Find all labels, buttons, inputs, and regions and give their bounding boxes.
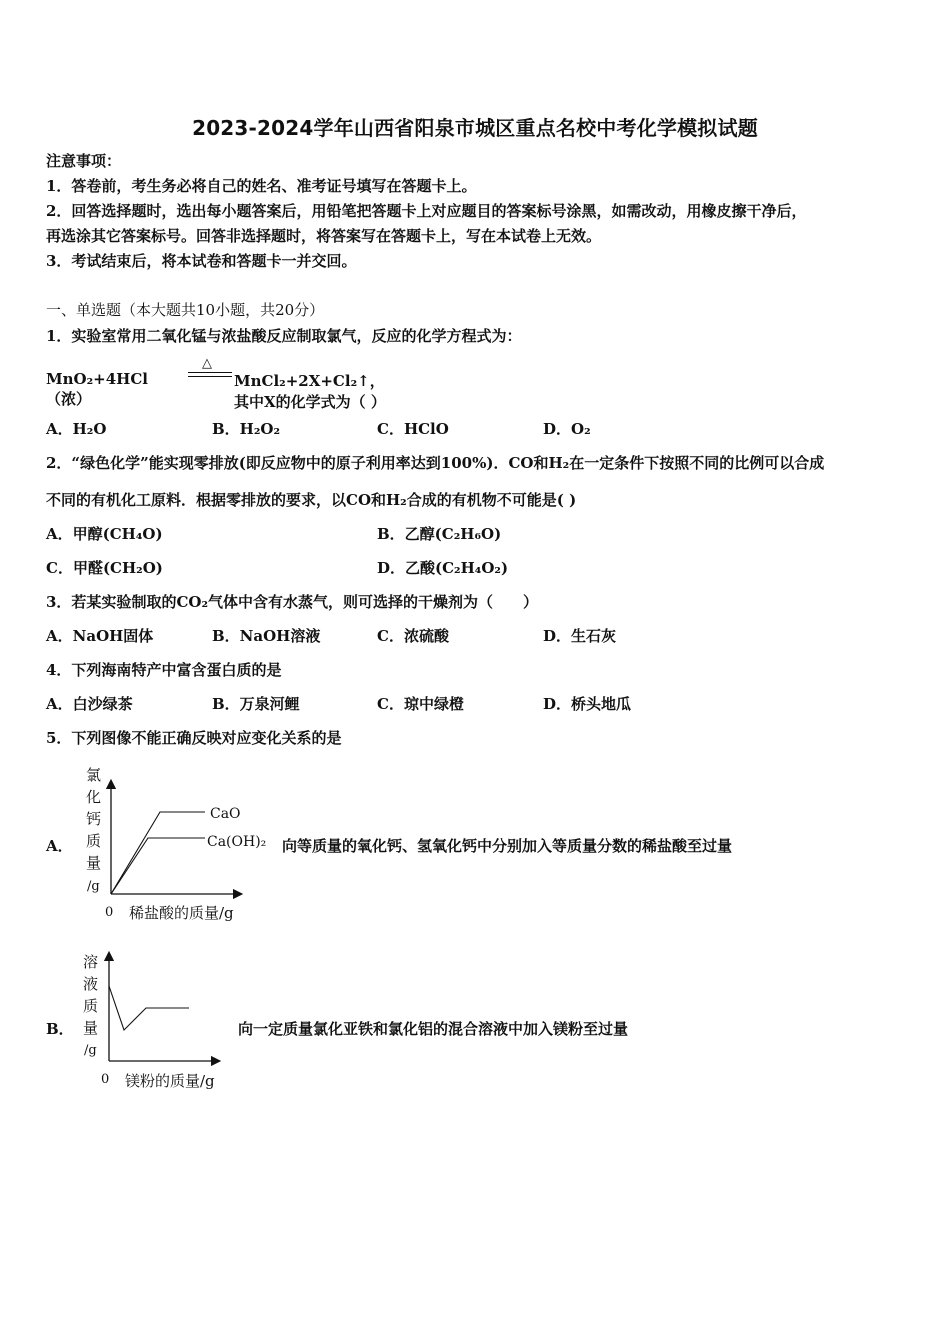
y-label-char: /g <box>87 879 100 894</box>
q1-option-d[interactable]: D．O₂ <box>543 420 591 438</box>
heat-condition: △ <box>202 356 212 371</box>
q2-option-c[interactable]: C．甲醛(CH₂O) <box>46 559 163 577</box>
y-label-char: 质 <box>86 832 102 850</box>
notice-item: 3．考试结束后，将本试卷和答题卡一并交回。 <box>46 252 357 270</box>
notice-heading: 注意事项： <box>46 152 122 170</box>
q3-option-c[interactable]: C．浓硫酸 <box>377 627 449 645</box>
y-label-char: /g <box>84 1043 97 1058</box>
q5-option-a-label[interactable]: A． <box>46 837 73 855</box>
equation-bar <box>188 372 232 373</box>
q5-option-b-label[interactable]: B． <box>46 1020 74 1038</box>
notice-item: 1．答卷前，考生务必将自己的姓名、准考证号填写在答题卡上。 <box>46 177 477 195</box>
graph-origin: 0 <box>105 905 114 920</box>
q4-option-a[interactable]: A．白沙绿茶 <box>46 695 133 713</box>
equation-right: MnCl₂+2X+Cl₂↑，其中X的化学式为（ ） <box>234 372 386 411</box>
q4-option-b[interactable]: B．万泉河鲤 <box>212 695 300 713</box>
y-label-char: 钙 <box>86 810 102 828</box>
y-label-char: 量 <box>86 854 102 872</box>
series-line-caoh2 <box>111 838 205 894</box>
question-5-stem: 5．下列图像不能正确反映对应变化关系的是 <box>46 729 342 747</box>
q3-option-d[interactable]: D．生石灰 <box>543 627 617 645</box>
question-1-stem: 1．实验室常用二氧化锰与浓盐酸反应制取氯气，反应的化学方程式为： <box>46 327 522 345</box>
graph-b-x-label: 镁粉的质量/g <box>125 1072 215 1090</box>
series-label-caoh2: Ca(OH)₂ <box>207 834 267 850</box>
q2-option-d[interactable]: D．乙酸(C₂H₄O₂) <box>377 559 509 577</box>
q4-option-c[interactable]: C．琼中绿橙 <box>377 695 464 713</box>
y-label-char: 液 <box>83 975 99 993</box>
q1-option-a[interactable]: A．H₂O <box>46 420 107 438</box>
series-line-solution-mass <box>109 986 189 1030</box>
y-label-char: 氯 <box>86 766 102 784</box>
q4-option-d[interactable]: D．桥头地瓜 <box>543 695 632 713</box>
y-label-char: 化 <box>86 788 102 806</box>
graph-b <box>78 948 238 1093</box>
y-label-char: 溶 <box>83 953 99 971</box>
q2-option-a[interactable]: A．甲醇(CH₄O) <box>46 525 163 543</box>
y-label-char: 量 <box>83 1019 99 1037</box>
q3-option-a[interactable]: A．NaOH固体 <box>46 627 154 645</box>
equation-left: MnO₂+4HCl（浓） <box>46 370 148 408</box>
question-2-stem: 2．“绿色化学”能实现零排放(即反应物中的原子利用率达到100%)．CO和H₂在一定条件下按照不同的比例可以合成 <box>46 454 825 472</box>
series-line-cao <box>111 812 205 894</box>
q5-option-b-text: 向一定质量氯化亚铁和氯化铝的混合溶液中加入镁粉至过量 <box>238 1020 629 1038</box>
q1-option-c[interactable]: C．HClO <box>377 420 449 438</box>
graph-a <box>78 762 278 927</box>
question-4-stem: 4．下列海南特产中富含蛋白质的是 <box>46 661 282 679</box>
graph-origin: 0 <box>101 1072 110 1087</box>
section-heading: 一、单选题（本大题共10小题，共20分） <box>46 301 325 319</box>
page-title: 2023-2024学年山西省阳泉市城区重点名校中考化学模拟试题 <box>192 116 758 140</box>
graph-a-x-label: 稀盐酸的质量/g <box>129 904 234 922</box>
notice-item: 再选涂其它答案标号。回答非选择题时，将答案写在答题卡上，写在本试卷上无效。 <box>46 227 602 245</box>
q1-option-b[interactable]: B．H₂O₂ <box>212 420 281 438</box>
q3-option-b[interactable]: B．NaOH溶液 <box>212 627 321 645</box>
q5-option-a-text: 向等质量的氧化钙、氢氧化钙中分别加入等质量分数的稀盐酸至过量 <box>282 837 733 855</box>
question-3-stem: 3．若某实验制取的CO₂气体中含有水蒸气，则可选择的干燥剂为（ ） <box>46 593 539 611</box>
y-label-char: 质 <box>83 997 99 1015</box>
equation-bar <box>188 376 232 377</box>
series-label-cao: CaO <box>210 806 241 822</box>
q2-option-b[interactable]: B．乙醇(C₂H₆O) <box>377 525 502 543</box>
graph-b-y-label <box>83 953 98 1058</box>
question-2-stem-cont: 不同的有机化工原料．根据零排放的要求，以CO和H₂合成的有机物不可能是( ) <box>46 491 577 509</box>
notice-item: 2．回答选择题时，选出每小题答案后，用铅笔把答题卡上对应题目的答案标号涂黑，如需改动，用橡皮擦干净后， <box>46 202 807 220</box>
graph-a-y-label <box>86 766 101 894</box>
